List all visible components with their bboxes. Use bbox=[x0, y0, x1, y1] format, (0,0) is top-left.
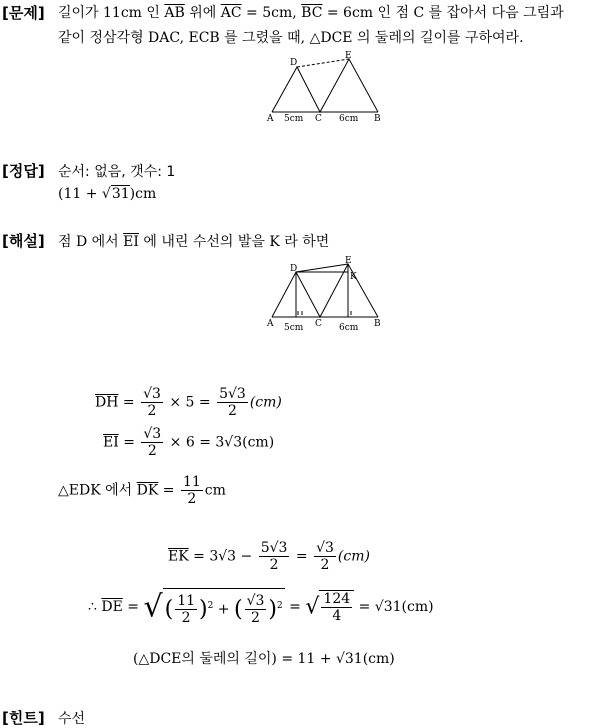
explanation-text: 에 내린 수선의 발을 K 라 하면 bbox=[138, 234, 330, 250]
answer-radicand: 31 bbox=[111, 186, 130, 202]
segment-ek: $\overline{EK}$ bbox=[168, 548, 189, 565]
fraction: $\frac{√3}{2}$ bbox=[316, 540, 334, 573]
equation-de: ∴ $\overline{DE}$ = √( $\frac{11}{2}$ )$^2$ + ( $\frac{√3}{2}$ )$^2$ = √ $\frac{124}{4}$ = √31(cm) bbox=[88, 589, 434, 626]
problem-line-2: 같이 정삼각형 DAC, ECB 를 그렸을 때, △DCE 의 둘레의 길이를 구하여라. bbox=[58, 30, 524, 46]
length-cb: 6cm bbox=[339, 114, 359, 124]
equation-ek: $\overline{EK} = 3√3$ − $\frac{5√3}{2}$ = $\frac{√3}{2}$ (cm) bbox=[168, 540, 370, 573]
label-d: D bbox=[290, 58, 298, 68]
segment-ac: $\overline{AC}$ bbox=[220, 5, 242, 21]
problem-text: = 6cm 인 점 C 를 잡아서 다음 그림과 bbox=[322, 5, 564, 21]
label-b: B bbox=[374, 319, 381, 329]
length-cb: 6cm bbox=[339, 323, 359, 333]
length-ac: 5cm bbox=[284, 114, 304, 124]
explanation-line-1 bbox=[58, 231, 329, 251]
segment-ab: $\overline{AB}$ bbox=[164, 5, 185, 21]
answer-label: [정답] bbox=[2, 162, 45, 180]
answer-text: (11 + bbox=[58, 186, 102, 202]
label-a: A bbox=[267, 319, 274, 329]
equation-dh: $\overline{DH}$ = $\frac{√3}{2}$ × 5 = $\frac{5√3}{2}$ (cm) bbox=[95, 386, 282, 419]
fraction: $\frac{√3}{2}$ bbox=[246, 593, 265, 626]
answer-order-count: 순서: 없음, 갯수: 1 bbox=[58, 164, 176, 180]
fraction: $\frac{124}{4}$ bbox=[323, 591, 351, 624]
fraction: $\frac{√3}{2}$ bbox=[143, 426, 162, 459]
problem-line-1 bbox=[58, 2, 564, 22]
label-c: C bbox=[315, 319, 322, 329]
answer-value: (11 + √31)cm bbox=[58, 186, 157, 202]
fraction: $\frac{5√3}{2}$ bbox=[260, 540, 288, 573]
segment-dk: $\overline{DK}$ bbox=[136, 482, 159, 499]
label-d: D bbox=[290, 264, 298, 274]
label-c: C bbox=[315, 114, 322, 124]
problem-text: 위에 bbox=[184, 5, 221, 21]
problem-label: [문제] bbox=[2, 4, 45, 22]
figure-perpendicular bbox=[262, 255, 387, 333]
hint-label: [힌트] bbox=[2, 709, 45, 727]
label-a: A bbox=[267, 114, 274, 124]
segment-ei: $\overline{EI}$ bbox=[123, 234, 139, 250]
answer-text: )cm bbox=[129, 186, 157, 202]
fraction: $\frac{11}{2}$ bbox=[182, 474, 201, 507]
length-ac: 5cm bbox=[284, 323, 304, 333]
label-e: E bbox=[345, 51, 352, 61]
label-e: E bbox=[345, 256, 352, 266]
segment-ei: $\overline{EI}$ bbox=[103, 434, 119, 451]
fraction: $\frac{11}{2}$ bbox=[177, 593, 196, 626]
problem-text: = 5cm, bbox=[241, 5, 302, 21]
segment-dh: $\overline{DH}$ bbox=[95, 394, 119, 411]
equation-dk: △EDK 에서 $\overline{DK}$ = $\frac{11}{2}$ cm bbox=[58, 474, 226, 507]
problem-text: 길이가 11cm 인 bbox=[58, 5, 165, 21]
segment-bc: $\overline{BC}$ bbox=[301, 5, 323, 21]
hint-text: 수선 bbox=[58, 711, 86, 727]
explanation-text: 점 D 에서 bbox=[58, 234, 124, 250]
equation-perimeter: (△DCE의 둘레의 길이) = 11 + √31(cm) bbox=[133, 651, 395, 667]
label-k: K bbox=[350, 272, 357, 282]
equation-ei: $\overline{EI}$ = $\frac{√3}{2}$ × 6 = 3√3(cm) bbox=[103, 426, 275, 459]
figure-equilateral-triangles bbox=[262, 50, 387, 128]
fraction: $\frac{√3}{2}$ bbox=[143, 386, 161, 419]
segment-de: $\overline{DE}$ bbox=[101, 599, 123, 615]
label-b: B bbox=[374, 114, 381, 124]
explanation-label: [해설] bbox=[2, 232, 45, 250]
fraction: $\frac{5√3}{2}$ bbox=[219, 386, 246, 419]
